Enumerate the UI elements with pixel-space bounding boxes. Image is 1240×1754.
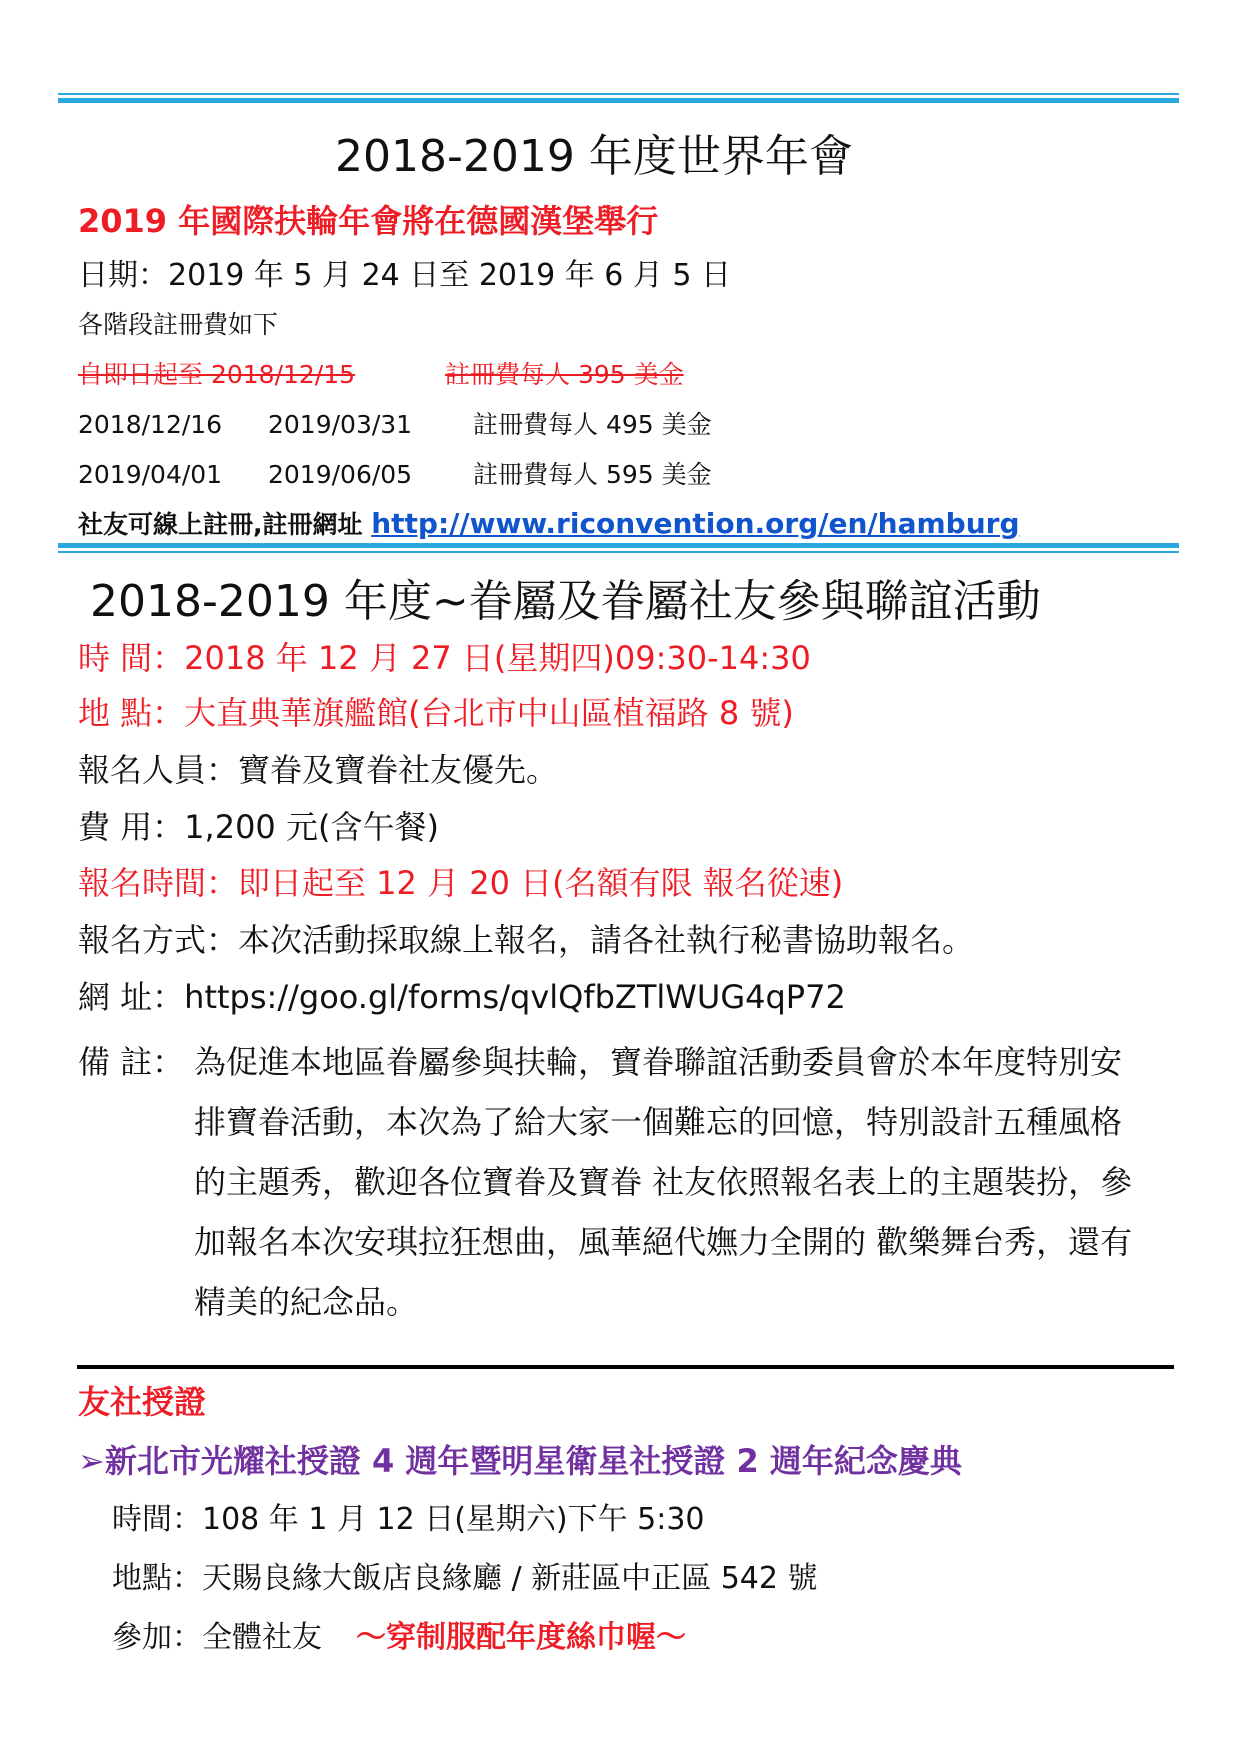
event-time: 時 間：2018 年 12 月 27 日(星期四)09:30-14:30 bbox=[78, 639, 811, 677]
note-line: 的主題秀，歡迎各位寶眷及寶眷 社友依照報名表上的主題裝扮，參 bbox=[194, 1163, 1133, 1201]
middle-divider-thick bbox=[58, 543, 1179, 548]
fees-intro: 各階段註冊費如下 bbox=[78, 310, 279, 339]
fee-start: 2019/04/01 bbox=[78, 460, 223, 489]
fee-start: 2018/12/16 bbox=[78, 410, 223, 439]
charter-event-title bbox=[78, 1436, 962, 1482]
signup-method: 報名方式：本次活動採取線上報名，請各社執行秘書協助報名。 bbox=[78, 921, 975, 959]
top-divider bbox=[58, 93, 1179, 95]
charter-event-name: 新北市光耀社授證 4 週年暨明星衛星社授證 2 週年紀念慶典 bbox=[104, 1442, 962, 1480]
charter-heading: 友社授證 bbox=[78, 1383, 207, 1421]
note-line: 加報名本次安琪拉狂想曲，風華絕代嫵力全開的 歡樂舞台秀，還有 bbox=[194, 1223, 1133, 1261]
charter-place: 地點：天賜良緣大飯店良緣廳 / 新莊區中正區 542 號 bbox=[112, 1561, 818, 1596]
fee-row-struck bbox=[78, 355, 684, 391]
fee-amount: 註冊費每人 495 美金 bbox=[473, 410, 712, 439]
fee-amount: 註冊費每人 395 美金 bbox=[445, 360, 684, 389]
event-attendees: 報名人員：寶眷及寶眷社友優先。 bbox=[78, 751, 559, 789]
online-label: 社友可線上註冊,註冊網址 bbox=[78, 510, 372, 539]
note-line: 排寶眷活動，本次為了給大家一個難忘的回憶，特別設計五種風格 bbox=[194, 1103, 1123, 1141]
join-label: 參加：全體社友 bbox=[112, 1620, 322, 1655]
fee-amount: 註冊費每人 595 美金 bbox=[473, 460, 712, 489]
convention-headline: 2019 年國際扶輪年會將在德國漢堡舉行 bbox=[78, 202, 659, 240]
family-event-title: 2018-2019 年度~眷屬及眷屬社友參與聯誼活動 bbox=[90, 576, 1041, 627]
note-line: 為促進本地區眷屬參與扶輪，寶眷聯誼活動委員會於本年度特別安 bbox=[194, 1043, 1123, 1081]
join-note: ～穿制服配年度絲巾喔～ bbox=[356, 1620, 686, 1655]
signup-time: 報名時間：即日起至 12 月 20 日(名額有限 報名從速) bbox=[78, 864, 844, 902]
arrow-bullet-icon: ➢ bbox=[78, 1442, 105, 1480]
world-convention-title: 2018-2019 年度世界年會 bbox=[335, 131, 853, 182]
signup-url: 網 址：https://goo.gl/forms/qvlQfbZTlWUG4qP72 bbox=[78, 978, 846, 1016]
charter-join bbox=[112, 1612, 686, 1656]
fee-row bbox=[78, 405, 712, 441]
online-registration bbox=[78, 505, 1019, 541]
charter-time: 時間：108 年 1 月 12 日(星期六)下午 5:30 bbox=[112, 1502, 705, 1537]
section-divider bbox=[77, 1365, 1174, 1369]
top-divider-thick bbox=[58, 98, 1179, 103]
convention-date: 日期：2019 年 5 月 24 日至 2019 年 6 月 5 日 bbox=[78, 258, 732, 293]
registration-link[interactable]: http://www.riconvention.org/en/hamburg bbox=[371, 507, 1020, 540]
fee-row bbox=[78, 455, 712, 491]
event-cost: 費 用：1,200 元(含午餐) bbox=[78, 808, 439, 846]
event-place: 地 點：大直典華旗艦館(台北市中山區植福路 8 號) bbox=[78, 694, 794, 732]
middle-divider bbox=[58, 551, 1179, 553]
note-label: 備 註： bbox=[78, 1043, 185, 1081]
fee-end: 2019/06/05 bbox=[268, 460, 413, 489]
fee-end: 2019/03/31 bbox=[268, 410, 413, 439]
fee-period: 自即日起至 2018/12/15 bbox=[78, 360, 356, 389]
note-line: 精美的紀念品。 bbox=[194, 1283, 419, 1321]
